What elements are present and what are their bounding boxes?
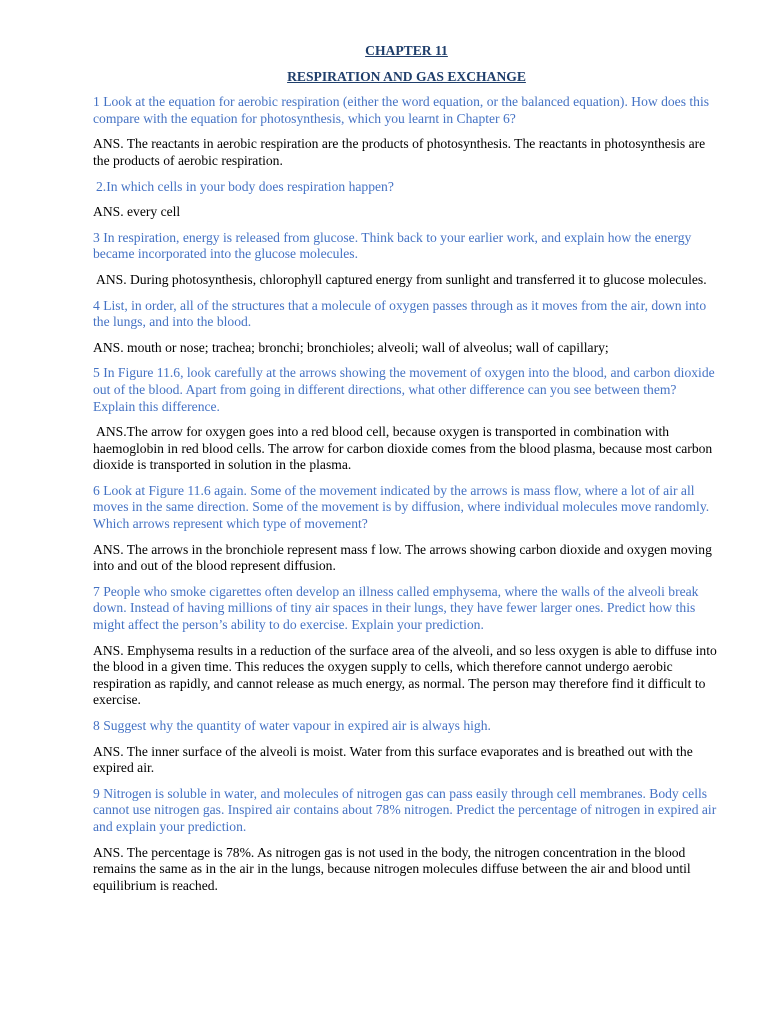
- question-9: 9 Nitrogen is soluble in water, and molecules of nitrogen gas can pass easily through cell membranes. Body cells cannot use nitrogen gas. Inspired air contains about 78% nitrogen. Predict the percentage of nitrogen in expired air and explain your prediction.: [93, 785, 717, 834]
- answer-9: ANS. The percentage is 78%. As nitrogen gas is not used in the body, the nitrogen concentration in the blood remains the same as in the air in the lungs, because nitrogen molecules diffuse between the air and blood until equilibrium is reached.: [93, 844, 691, 893]
- answer-8: ANS. The inner surface of the alveoli is moist. Water from this surface evaporates and is breathed out with the expired air.: [93, 743, 693, 776]
- qa-item-5: [93, 365, 720, 474]
- answer-5: ANS.The arrow for oxygen goes into a red blood cell, because oxygen is transported in combination with haemoglobin in red blood cells. The arrow for carbon dioxide comes from the blood plasma, because most carbon dioxide is transported in solution in the plasma.: [93, 424, 713, 473]
- chapter-subtitle: RESPIRATION AND GAS EXCHANGE: [287, 68, 526, 84]
- qa-item-8: [93, 718, 720, 777]
- qa-item-4: [93, 298, 720, 357]
- qa-item-9: [93, 786, 720, 895]
- qa-item-3: [93, 230, 720, 289]
- answer-4: ANS. mouth or nose; trachea; bronchi; bronchioles; alveoli; wall of alveolus; wall of capillary;: [93, 339, 609, 355]
- chapter-title: CHAPTER 11: [365, 43, 448, 58]
- qa-item-6: [93, 483, 720, 575]
- question-4: 4 List, in order, all of the structures that a molecule of oxygen passes through as it moves from the air, down into the lungs, and into the blood.: [93, 297, 707, 330]
- answer-1: ANS. The reactants in aerobic respiration are the products of photosynthesis. The reactants in photosynthesis are the products of aerobic respiration.: [93, 136, 706, 168]
- answer-2: ANS. every cell: [93, 204, 181, 220]
- question-1: 1 Look at the equation for aerobic respiration (either the word equation, or the balanced equation). How does this compare with the equation for photosynthesis, which you learnt in Chapter 6?: [93, 94, 710, 126]
- qa-item-2: [93, 179, 720, 221]
- qa-item-1: [93, 94, 720, 169]
- question-6: 6 Look at Figure 11.6 again. Some of the movement indicated by the arrows is mass flow, where a lot of air all moves in the same direction. Some of the movement is by diffusion, where individual molecules move randomly. Which arrows represent which type of movement?: [93, 482, 710, 532]
- question-3: 3 In respiration, energy is released from glucose. Think back to your earlier work, and explain how the energy became incorporated into the glucose molecules.: [93, 229, 692, 262]
- question-7: 7 People who smoke cigarettes often develop an illness called emphysema, where the walls of the alveoli break down. Instead of having millions of tiny air spaces in their lungs, they have fewer larger ones. Predict how this might affect the person’s ability to do exercise. Explain your prediction.: [93, 583, 699, 633]
- answer-3: ANS. During photosynthesis, chlorophyll captured energy from sunlight and transferred it to glucose molecules.: [96, 271, 707, 287]
- question-8: 8 Suggest why the quantity of water vapour in expired air is always high.: [93, 718, 491, 733]
- qa-item-7: [93, 584, 720, 709]
- answer-6: ANS. The arrows in the bronchiole represent mass f low. The arrows showing carbon dioxide and oxygen moving into and out of the blood represent diffusion.: [93, 541, 712, 574]
- question-2: 2.In which cells in your body does respiration happen?: [96, 178, 394, 194]
- answer-7: ANS. Emphysema results in a reduction of the surface area of the alveoli, and so less oxygen is able to diffuse into the blood in a given time. This reduces the oxygen supply to cells, which therefore cannot undergo aerobic respiration as rapidly, and cannot release as much energy, as normal. The person may therefore find it difficult to exercise.: [93, 642, 717, 708]
- question-5: 5 In Figure 11.6, look carefully at the arrows showing the movement of oxygen into the blood, and carbon dioxide out of the blood. Apart from going in different directions, what other difference can you see between them? Explain this difference.: [93, 365, 715, 414]
